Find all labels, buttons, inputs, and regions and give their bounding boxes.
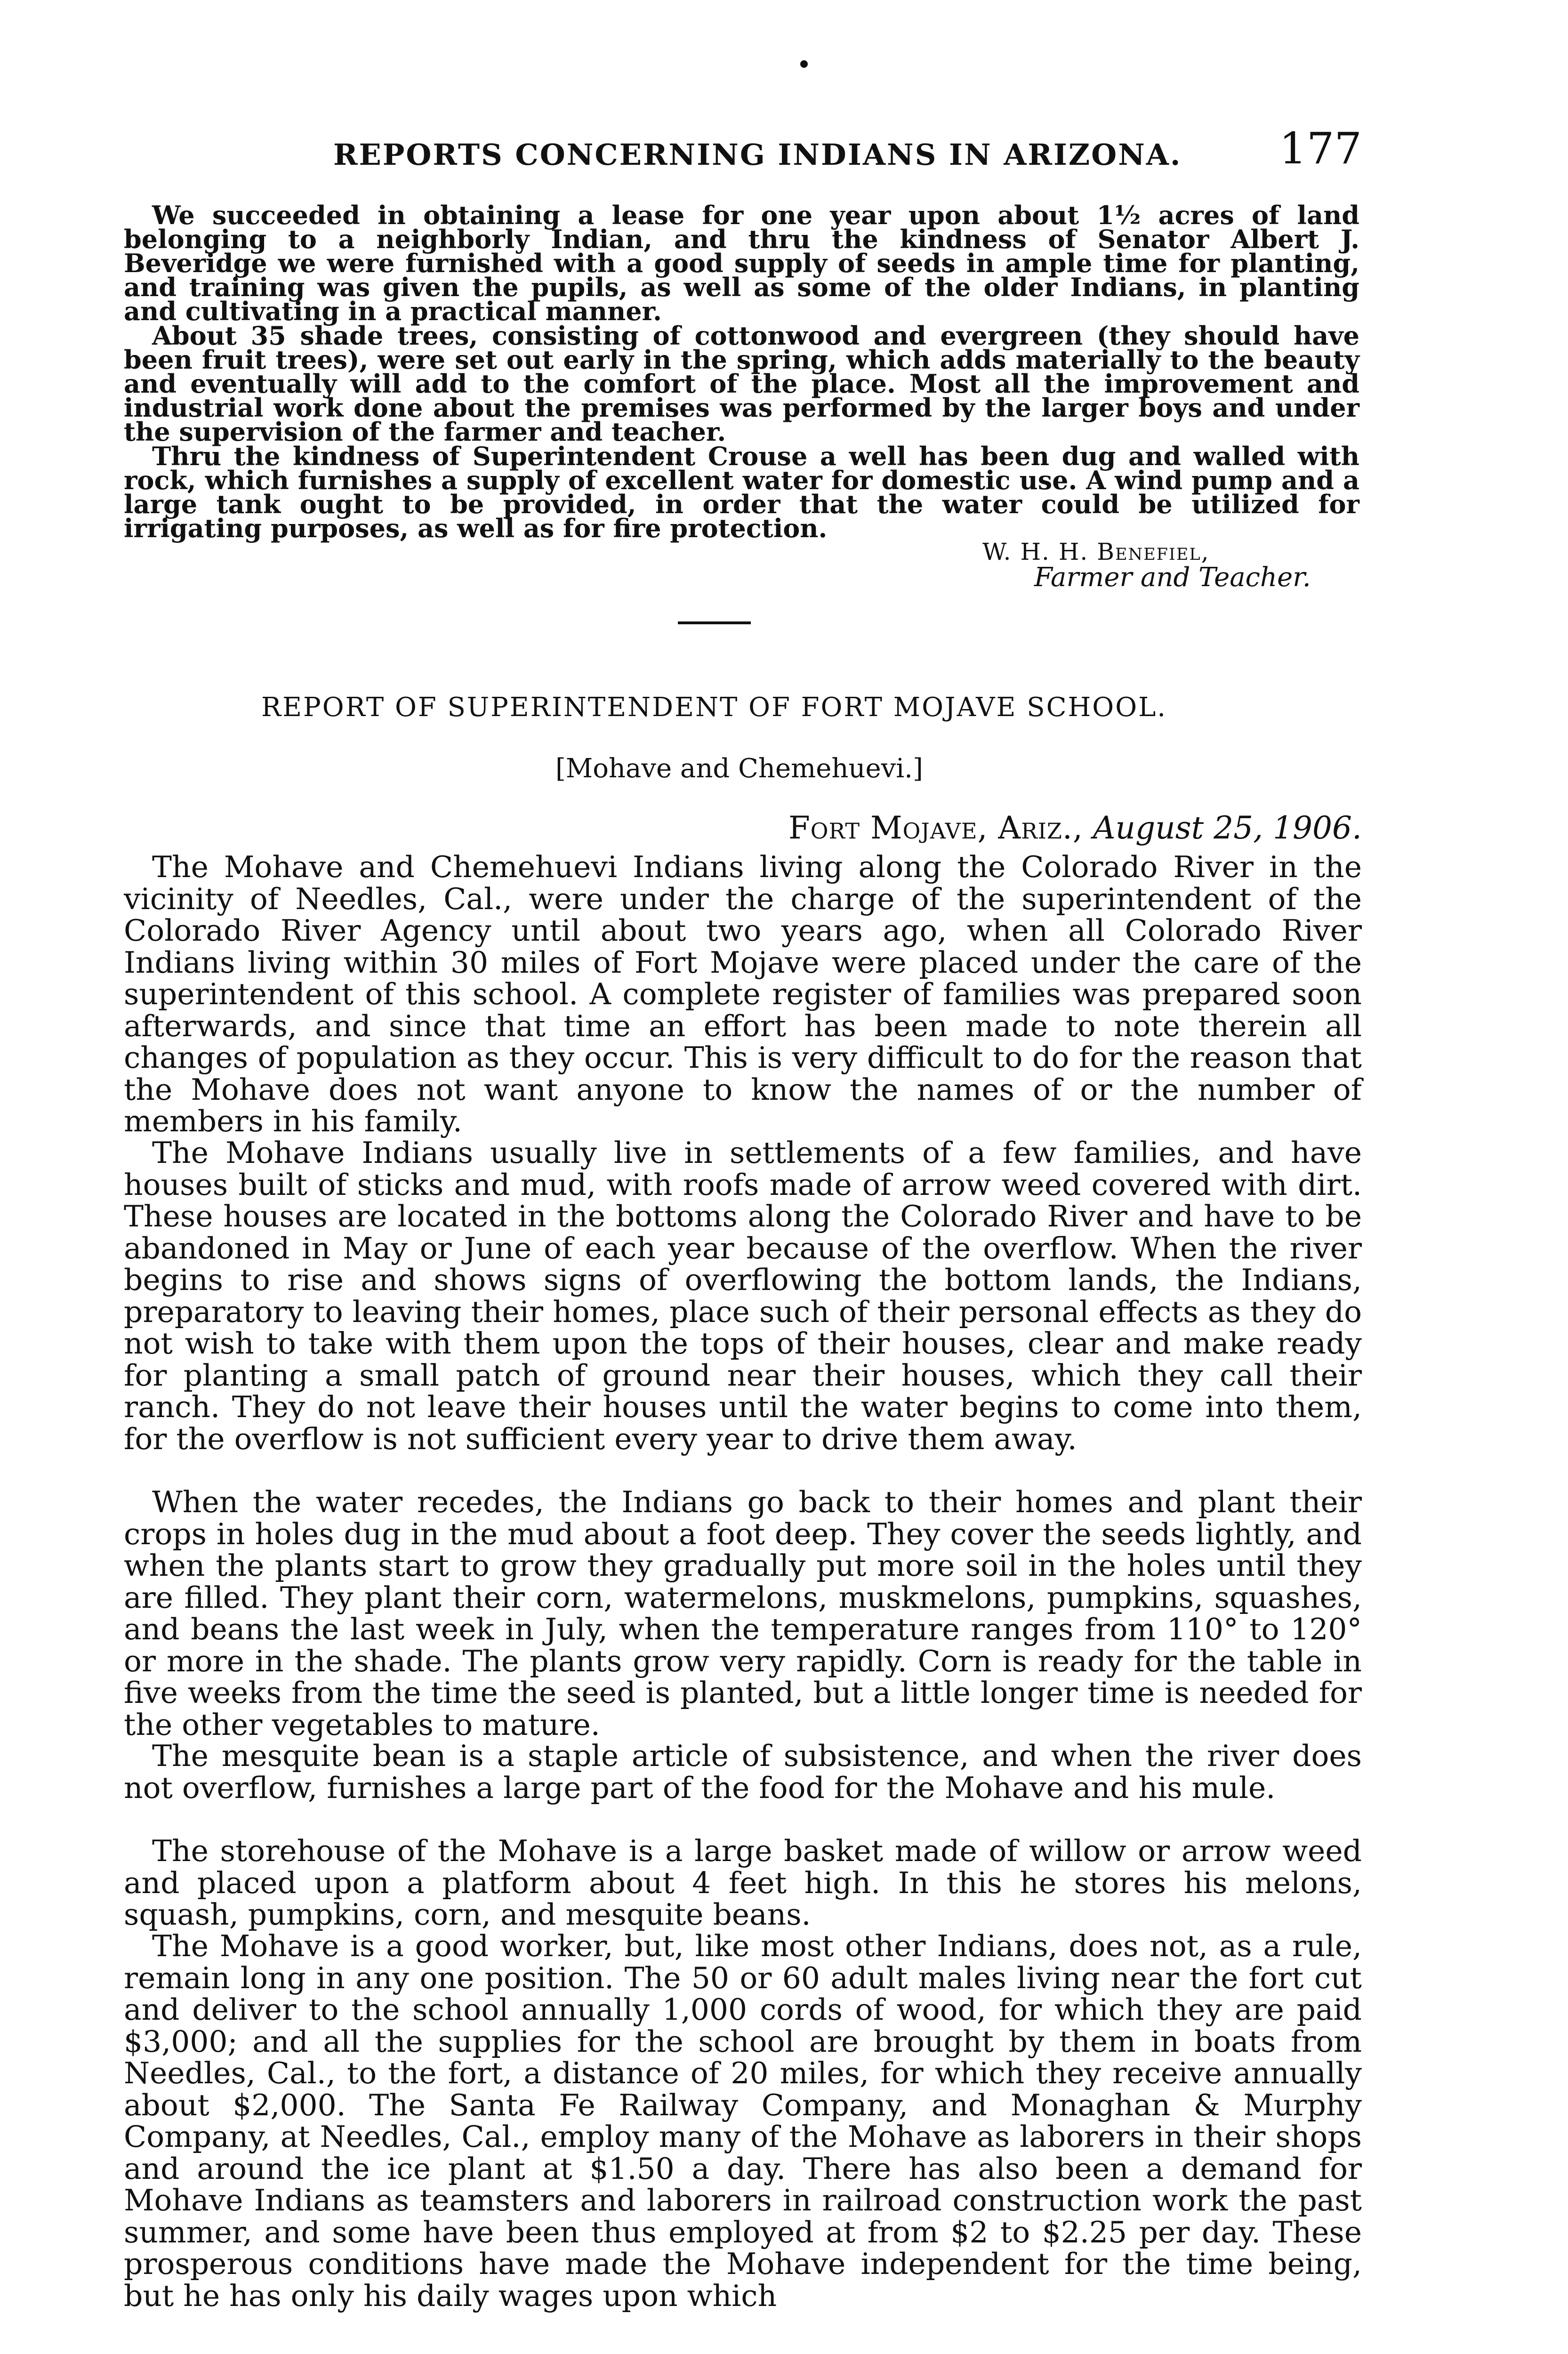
dateline-date: August 25, 1906. xyxy=(1093,810,1362,846)
report-paragraph-3: When the water recedes, the Indians go back to their homes and plant their crops in holes dug in the mud about a foot deep. They cover the seeds lightly, and when the plants start to grow they gradually put more soil in the holes until they are filled. They plant their corn, watermelons, muskmelons, pumpkins, squashes, and beans the last week in July, when the temperature ranges from 110° to 120° or more in the shade. The plants grow very rapidly. Corn is ready for the table in five weeks from the time the seed is planted, but a little longer time is needed for the other vegetables to mature. xyxy=(124,1485,1362,1742)
farmer-paragraph-2: About 35 shade trees, consisting of cottonwood and evergreen (they should have been fruit trees), were set out early in the spring, which adds materially to the beauty and eventually will add to the comfort of the place. Most all the improvement and industrial work done about the premises was performed by the larger boys and under the supervision of the farmer and teacher. xyxy=(124,321,1359,447)
report-paragraph-2: The Mohave Indians usually live in settlements of a few families, and have houses built of sticks and mud, with roofs made of arrow weed covered with dirt. These houses are located in the bottoms along the Colorado River and have to be abandoned in May or June of each year because of the overflow. When the river begins to rise and shows signs of overflowing the bottom lands, the Indians, preparatory to leaving their homes, place such of their personal effects as they do not wish to take with them upon the tops of their houses, clear and make ready for planting a small patch of ground near their houses, which they call their ranch. They do not leave their houses until the water begins to come into them, for the overflow is not sufficient every year to drive them away. xyxy=(124,1136,1362,1456)
signature-name: W. H. H. Benefiel, xyxy=(982,538,1210,565)
section-title: REPORT OF SUPERINTENDENT OF FORT MOJAVE SCHOOL. xyxy=(261,692,1167,723)
dateline xyxy=(788,810,1362,846)
signature-role: Farmer and Teacher. xyxy=(1034,562,1311,593)
page-number: 177 xyxy=(1279,123,1362,174)
report-paragraph-1: The Mohave and Chemehuevi Indians living along the Colorado River in the vicinity of Needles, Cal., were under the charge of the superintendent of the Colorado River Agency until about two years ago, when all Colorado River Indians living within 30 miles of Fort Mojave were placed under the care of the superintendent of this school. A complete register of families was prepared soon afterwards, and since that time an effort has been made to note therein all changes of population as they occur. This is very difficult to do for the reason that the Mohave does not want anyone to know the names of or the number of members in his family. xyxy=(124,850,1362,1138)
dateline-place: Fort Mojave, Ariz., xyxy=(788,810,1083,846)
section-divider xyxy=(678,621,751,624)
tribes-subtitle: [Mohave and Chemehuevi.] xyxy=(555,753,923,784)
running-title: REPORTS CONCERNING INDIANS IN ARIZONA. xyxy=(333,137,1182,172)
farmer-paragraph-3: Thru the kindness of Superintendent Crouse a well has been dug and walled with rock, which furnishes a supply of excellent water for domestic use. A wind pump and a large tank ought to be provided, in order that the water could be utilized for irrigating purposes, as well as for fire protection. xyxy=(124,441,1359,543)
report-paragraph-4: The mesquite bean is a staple article of subsistence, and when the river does not overflow, furnishes a large part of the food for the Mohave and his mule. xyxy=(124,1739,1362,1805)
page-header xyxy=(126,123,1362,175)
report-paragraph-6: The Mohave is a good worker, but, like most other Indians, does not, as a rule, remain long in any one position. The 50 or 60 adult males living near the fort cut and deliver to the school annually 1,000 cords of wood, for which they are paid $3,000; and all the supplies for the school are brought by them in boats from Needles, Cal., to the fort, a distance of 20 miles, for which they receive annually about $2,000. The Santa Fe Railway Company, and Monaghan & Murphy Company, at Needles, Cal., employ many of the Mohave as laborers in their shops and around the ice plant at $1.50 a day. There has also been a demand for Mohave Indians as teamsters and laborers in railroad construction work the past summer, and some have been thus employed at from $2 to $2.25 per day. These prosperous conditions have made the Mohave independent for the time being, but he has only his daily wages upon which xyxy=(124,1929,1362,2313)
ink-dot xyxy=(800,60,808,68)
farmer-paragraph-1: We succeeded in obtaining a lease for one year upon about 1½ acres of land belonging to a neighborly Indian, and thru the kindness of Senator Albert J. Beveridge we were furnished with a good supply of seeds in ample time for planting, and training was given the pupils, as well as some of the older Indians, in planting and cultivating in a practical manner. xyxy=(124,200,1359,326)
report-paragraph-5: The storehouse of the Mohave is a large basket made of willow or arrow weed and placed upon a platform about 4 feet high. In this he stores his melons, squash, pumpkins, corn, and mesquite beans. xyxy=(124,1834,1362,1932)
